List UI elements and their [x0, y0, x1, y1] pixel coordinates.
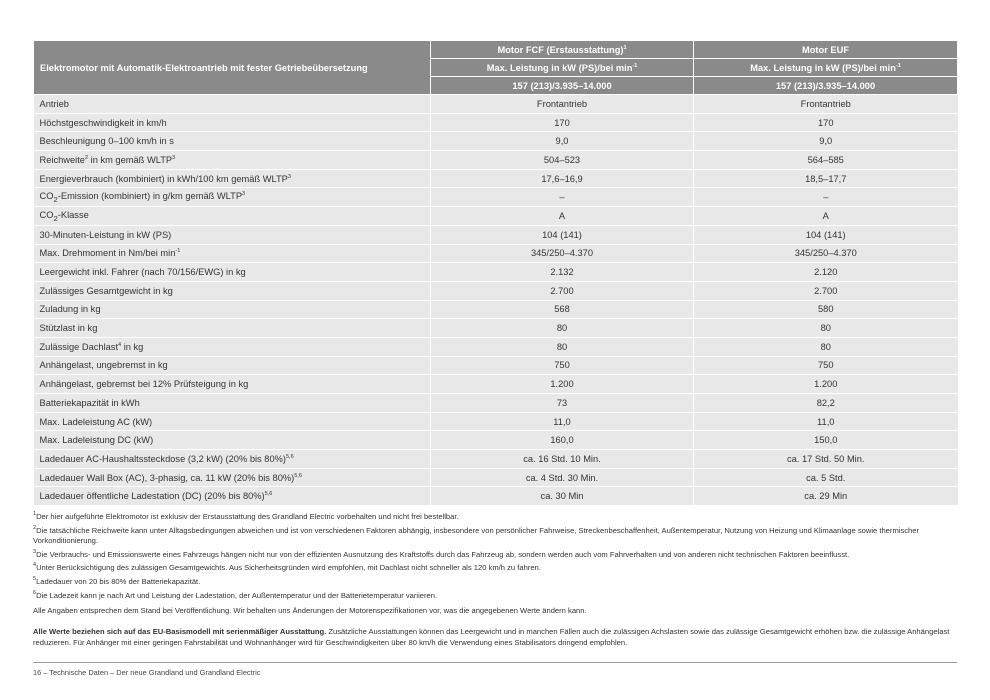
row-label: $CO_2$-Emission (kombiniert) in g/km gemäß WLTP$^3$: [34, 188, 431, 207]
table-row: [34, 188, 958, 207]
power-label-euf: Max. Leistung in kW (PS)/bei $\min^{-1}$: [694, 59, 958, 77]
value-motor-euf: 2.700: [694, 281, 958, 300]
value-motor-euf: 150,0: [694, 431, 958, 450]
table-row: [34, 207, 958, 226]
table-row: [34, 169, 958, 188]
row-label: $CO_2$-Klasse: [34, 207, 431, 226]
row-label: Beschleunigung 0–100 km/h in s: [34, 132, 431, 151]
footnote: $^6$Die Ladezeit kann je nach Art und Leistung der Ladestation, der Außentemperatur und der Batterietemperatur variieren.: [33, 589, 438, 600]
value-motor-euf: 750: [694, 356, 958, 375]
value-motor-fcf: 170: [431, 113, 694, 132]
table-row: [34, 281, 958, 300]
table-row: [34, 468, 958, 487]
table-body: [34, 95, 958, 506]
row-label: Stützlast in kg: [34, 319, 431, 338]
value-motor-euf: 104 (141): [694, 225, 958, 244]
value-motor-fcf: ca. 16 Std. 10 Min.: [431, 450, 694, 469]
value-motor-fcf: 104 (141): [431, 225, 694, 244]
basis-paragraph: [33, 627, 957, 648]
value-motor-euf: 11,0: [694, 412, 958, 431]
value-motor-fcf: 504–523: [431, 151, 694, 170]
value-motor-fcf: A: [431, 207, 694, 226]
value-motor-fcf: ca. 4 Std. 30 Min.: [431, 468, 694, 487]
power-label-fcf: Max. Leistung in kW (PS)/bei $\min^{-1}$: [431, 59, 694, 77]
table-row: [34, 375, 958, 394]
power-value-fcf: 157 (213)/3.935–14.000: [431, 77, 694, 95]
power-value-euf: 157 (213)/3.935–14.000: [694, 77, 958, 95]
value-motor-euf: 1.200: [694, 375, 958, 394]
value-motor-fcf: 80: [431, 337, 694, 356]
row-label: Zulässiges Gesamtgewicht in kg: [34, 281, 431, 300]
value-motor-fcf: –: [431, 188, 694, 207]
value-motor-euf: 82,2: [694, 394, 958, 413]
value-motor-fcf: 2.132: [431, 263, 694, 282]
value-motor-euf: 345/250–4.370: [694, 244, 958, 263]
row-label: Ladedauer Wall Box (AC), 3-phasig, ca. 11 kW (20% bis 80%)$^{5,6}$: [34, 468, 431, 487]
value-motor-fcf: 17,6–16,9: [431, 169, 694, 188]
row-label: Max. Ladeleistung DC (kW): [34, 431, 431, 450]
column-header-motor-euf: Motor EUF: [694, 41, 958, 59]
row-label: Batteriekapazität in kWh: [34, 394, 431, 413]
value-motor-fcf: 73: [431, 394, 694, 413]
footnotes: [33, 509, 957, 601]
table-row: [34, 132, 958, 151]
table-row: [34, 151, 958, 170]
footnote: $^2$Die tatsächliche Reichweite kann unter Alltagsbedingungen abweichen und ist von verschiedenen Faktoren abhängig, insbesondere von persönlicher Fahrweise, Streckenbeschaffenheit, Außentemperatur, Nutzung von Heizung und Klimaanlage sowie thermischer Vorkonditionierung.: [33, 524, 920, 546]
row-label: Reichweite$^2$ in km gemäß WLTP$^3$: [34, 151, 431, 170]
row-label: Ladedauer AC-Haushaltssteckdose (3,2 kW) (20% bis 80%)$^{5,6}$: [34, 450, 431, 469]
value-motor-fcf: Frontantrieb: [431, 95, 694, 114]
row-label: Max. Drehmoment in Nm/bei $\min^{-1}$: [34, 244, 431, 263]
table-row: [34, 431, 958, 450]
row-label: Ladedauer öffentliche Ladestation (DC) (20% bis 80%)$^{5,6}$: [34, 487, 431, 506]
row-label: Energieverbrauch (kombiniert) in kWh/100 km gemäß WLTP$^3$: [34, 169, 431, 188]
value-motor-euf: ca. 17 Std. 50 Min.: [694, 450, 958, 469]
page-footer: 16 – Technische Daten – Der neue Grandland und Grandland Electric: [33, 668, 261, 677]
value-motor-euf: 564–585: [694, 151, 958, 170]
table-corner-label: Elektromotor mit Automatik-Elektroantrieb mit fester Getriebeübersetzung: [34, 41, 431, 95]
table-row: [34, 225, 958, 244]
value-motor-euf: Frontantrieb: [694, 95, 958, 114]
row-label: Antrieb: [34, 95, 431, 114]
table-row: [34, 412, 958, 431]
value-motor-fcf: 160,0: [431, 431, 694, 450]
value-motor-euf: 80: [694, 319, 958, 338]
value-motor-fcf: 2.700: [431, 281, 694, 300]
footer-divider: [33, 662, 957, 663]
notice-text: Alle Angaben entsprechen dem Stand bei Veröffentlichung. Wir behalten uns Änderungen der Motorenspezifikationen vor, was die angegebenen Werte ändern kann.: [33, 606, 587, 615]
row-label: Max. Ladeleistung AC (kW): [34, 412, 431, 431]
value-motor-euf: 18,5–17,7: [694, 169, 958, 188]
value-motor-euf: 170: [694, 113, 958, 132]
footnote: $^4$Unter Berücksichtigung des zulässigen Gesamtgewichts. Aus Sicherheitsgründen wird empfohlen, mit Dachlast nicht schneller als 120 km/h zu fahren.: [33, 562, 541, 573]
value-motor-euf: 2.120: [694, 263, 958, 282]
value-motor-fcf: 345/250–4.370: [431, 244, 694, 263]
value-motor-fcf: 1.200: [431, 375, 694, 394]
technical-data-table: [33, 40, 958, 506]
row-label: Zulässige Dachlast$^4$ in kg: [34, 337, 431, 356]
value-motor-euf: 580: [694, 300, 958, 319]
table-row: [34, 113, 958, 132]
basis-text: Zusätzliche Ausstattungen können das Leergewicht und in manchen Fällen auch die zulässigen Achslasten sowie das zulässige Gesamtgewicht erhöhen bzw. die zulässige Anhängelast reduzieren. Für Anhänger mit einer geringen Fahrstabilität und Wohnanhänger wird für Geschwindigkeiten über 80 km/h die Verwendung eines Stabilisators dringend empfohlen.: [33, 627, 950, 647]
footnote: $^1$Der hier aufgeführte Elektromotor ist exklusiv der Erstausstattung des Grandland Electric vorbehalten und nicht frei bestellbar.: [33, 511, 459, 521]
value-motor-fcf: 11,0: [431, 412, 694, 431]
footnote: $^5$Ladedauer von 20 bis 80% der Batteriekapazität.: [33, 575, 201, 586]
row-label: Zuladung in kg: [34, 300, 431, 319]
column-header-motor-fcf: Motor FCF (Erstausstattung)$^1$: [431, 41, 694, 59]
value-motor-euf: 80: [694, 337, 958, 356]
value-motor-euf: A: [694, 207, 958, 226]
table-row: [34, 300, 958, 319]
value-motor-euf: ca. 5 Std.: [694, 468, 958, 487]
value-motor-fcf: ca. 30 Min: [431, 487, 694, 506]
value-motor-euf: ca. 29 Min: [694, 487, 958, 506]
value-motor-fcf: 750: [431, 356, 694, 375]
table-row: [34, 356, 958, 375]
footnote: $^3$Die Verbrauchs- und Emissionswerte eines Fahrzeugs hängen nicht nur von der effizienten Ausnutzung des Kraftstoffs durch das Fahrzeug ab, sondern werden auch vom Fahrverhalten und von anderen nicht technischen Faktoren beeinflusst.: [33, 548, 850, 559]
value-motor-fcf: 568: [431, 300, 694, 319]
table-row: [34, 450, 958, 469]
value-motor-euf: –: [694, 188, 958, 207]
value-motor-fcf: 9,0: [431, 132, 694, 151]
table-row: [34, 263, 958, 282]
row-label: Leergewicht inkl. Fahrer (nach 70/156/EWG) in kg: [34, 263, 431, 282]
row-label: Anhängelast, ungebremst in kg: [34, 356, 431, 375]
table-row: [34, 244, 958, 263]
table-row: [34, 319, 958, 338]
table-row: [34, 337, 958, 356]
table-row: [34, 95, 958, 114]
table-row: [34, 394, 958, 413]
value-motor-fcf: 80: [431, 319, 694, 338]
row-label: 30-Minuten-Leistung in kW (PS): [34, 225, 431, 244]
table-row: [34, 487, 958, 506]
row-label: Höchstgeschwindigkeit in km/h: [34, 113, 431, 132]
row-label: Anhängelast, gebremst bei 12% Prüfsteigung in kg: [34, 375, 431, 394]
value-motor-euf: 9,0: [694, 132, 958, 151]
basis-bold-text: Alle Werte beziehen sich auf das EU-Basismodell mit serienmäßiger Ausstattung.: [33, 627, 327, 636]
